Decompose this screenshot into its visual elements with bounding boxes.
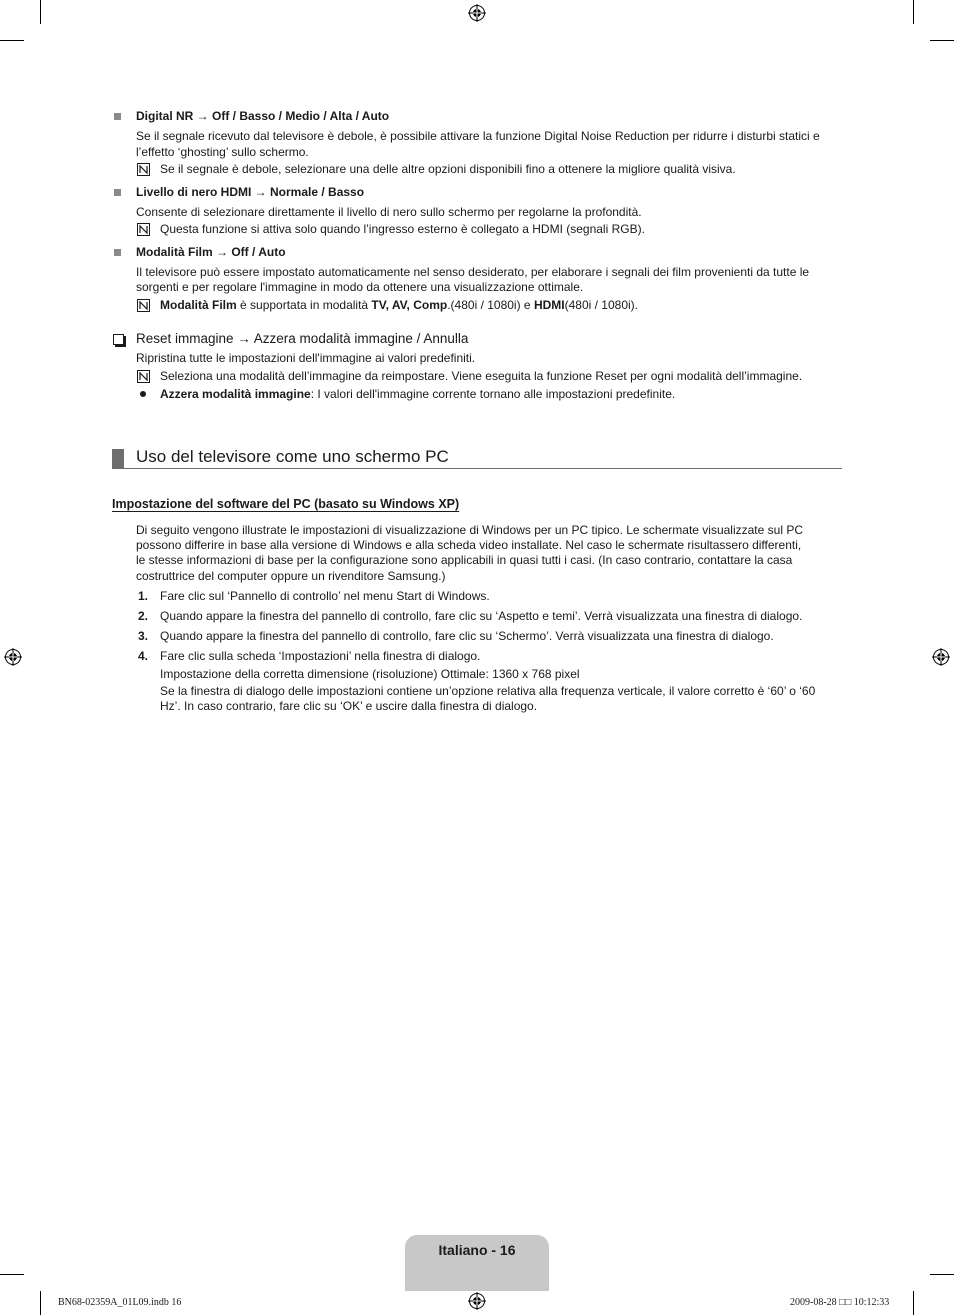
intro-line: le stesse informazioni di base per la configurazione sono applicabili in quasi tutti i casi. (In caso contrario, contattare la casa (136, 553, 793, 567)
round-bullet-icon (140, 391, 146, 397)
square-bullet-icon (114, 189, 121, 196)
step-detail: Se la finestra di dialogo delle impostazioni contiene un’opzione relativa alla frequenza verticale, il valore corretto è ‘60’ o ‘60 (160, 684, 816, 698)
note-icon (137, 223, 150, 236)
note-bold: TV, AV, Comp (371, 298, 448, 312)
note-bold: HDMI (533, 298, 565, 312)
registration-mark-icon (932, 648, 950, 666)
subsection-title: Impostazione del software del PC (basato su Windows XP) (112, 497, 460, 511)
body-text: Ripristina tutte le impostazioni dell'immagine ai valori predefiniti. (136, 351, 476, 365)
intro-line: costruttrice del computer oppure un rivenditore Samsung.) (136, 569, 446, 583)
section-rule (112, 468, 842, 469)
note-text: Seleziona una modalità dell’immagine da reimpostare. Viene eseguita la funzione Reset per ogni modalità dell’immagine. (160, 369, 803, 383)
checkbox-bullet-icon (113, 334, 124, 345)
intro-line: Di seguito vengono illustrate le impostazioni di visualizzazione di Windows per un PC tipico. Le schermate visualizzate sul PC (136, 523, 803, 537)
registration-mark-icon (4, 648, 22, 666)
step-text: Quando appare la finestra del pannello di controllo, fare clic su ‘Aspetto e temi’. Verrà visualizzata una finestra di dialogo. (160, 609, 803, 623)
section-title: Uso del televisore come uno schermo PC (136, 447, 449, 466)
body-text: sorgenti e per regolare l'immagine in modo da ottenere una visualizzazione ottimale. (136, 280, 584, 294)
note-icon (137, 163, 150, 176)
note-text: Se il segnale è debole, selezionare una delle altre opzioni disponibili fino a ottenere la migliore qualità visiva. (160, 162, 736, 176)
crop-mark (40, 0, 41, 24)
note-span: .(480i / 1080i) e (447, 298, 534, 312)
page-number: Italiano - 16 (438, 1242, 516, 1258)
note-text (160, 298, 638, 313)
square-bullet-icon (114, 113, 121, 120)
registration-mark-icon (468, 4, 486, 22)
step-number: 3. (138, 629, 149, 643)
note-bold: Modalità Film (160, 298, 237, 312)
note-text: Questa funzione si attiva solo quando l’ingresso esterno è collegato a HDMI (segnali RGB). (160, 222, 645, 236)
step-text: Quando appare la finestra del pannello di controllo, fare clic su ‘Schermo’. Verrà visualizzata una finestra di dialogo. (160, 629, 774, 643)
body-text: Se il segnale ricevuto dal televisore è debole, è possibile attivare la funzione Digital Noise Reduction per ridurre i disturbi statici e (136, 129, 820, 143)
section-bar (112, 449, 124, 469)
body-text: l’effetto ‘ghosting’ sullo schermo. (136, 145, 309, 159)
step-text: Fare clic sulla scheda ‘Impostazioni’ nella finestra di dialogo. (160, 649, 481, 663)
bullet-span: : I valori dell'immagine corrente tornano alle impostazioni predefinite. (310, 387, 676, 401)
note-icon (137, 299, 150, 312)
bullet-bold: Azzera modalità immagine (160, 387, 311, 401)
footer-timestamp: 2009-08-28 □□ 10:12:33 (790, 1297, 890, 1308)
crop-mark (913, 0, 914, 24)
reset-title: Reset immagine → Azzera modalità immagine / Annulla (136, 331, 469, 346)
step-detail: Hz’. In caso contrario, fare clic su ‘OK’ e uscire dalla finestra di dialogo. (160, 699, 538, 713)
crop-mark (930, 40, 954, 41)
step-number: 4. (138, 649, 149, 663)
crop-mark (40, 1291, 41, 1315)
crop-mark (0, 40, 24, 41)
item-title-digital-nr: Digital NR → Off / Basso / Medio / Alta / Auto (136, 109, 390, 123)
note-span: è supportata in modalità (236, 298, 372, 312)
item-title-hdmi-black-level: Livello di nero HDMI → Normale / Basso (136, 185, 365, 199)
bullet-text (160, 387, 675, 402)
crop-mark (913, 1291, 914, 1315)
step-number: 2. (138, 609, 149, 623)
step-number: 1. (138, 589, 149, 603)
square-bullet-icon (114, 249, 121, 256)
intro-line: possono differire in base alla versione di Windows e alla scheda video installate. Nel caso le schermate risultassero differenti, (136, 538, 802, 552)
crop-mark (0, 1274, 24, 1275)
step-text: Fare clic sul ‘Pannello di controllo’ nel menu Start di Windows. (160, 589, 490, 603)
item-title-film-mode: Modalità Film → Off / Auto (136, 245, 286, 259)
step-detail: Impostazione della corretta dimensione (risoluzione) Ottimale: 1360 x 768 pixel (160, 667, 580, 681)
note-icon (137, 370, 150, 383)
body-text: Consente di selezionare direttamente il livello di nero sullo schermo per regolarne la profondità. (136, 205, 642, 219)
crop-mark (930, 1274, 954, 1275)
registration-mark-icon (468, 1292, 486, 1310)
body-text: Il televisore può essere impostato automaticamente nel senso desiderato, per elaborare i segnali dei film provenienti da tutte le (136, 265, 810, 279)
note-span: (480i / 1080i). (564, 298, 638, 312)
footer-file-info: BN68-02359A_01L09.indb 16 (58, 1297, 182, 1308)
